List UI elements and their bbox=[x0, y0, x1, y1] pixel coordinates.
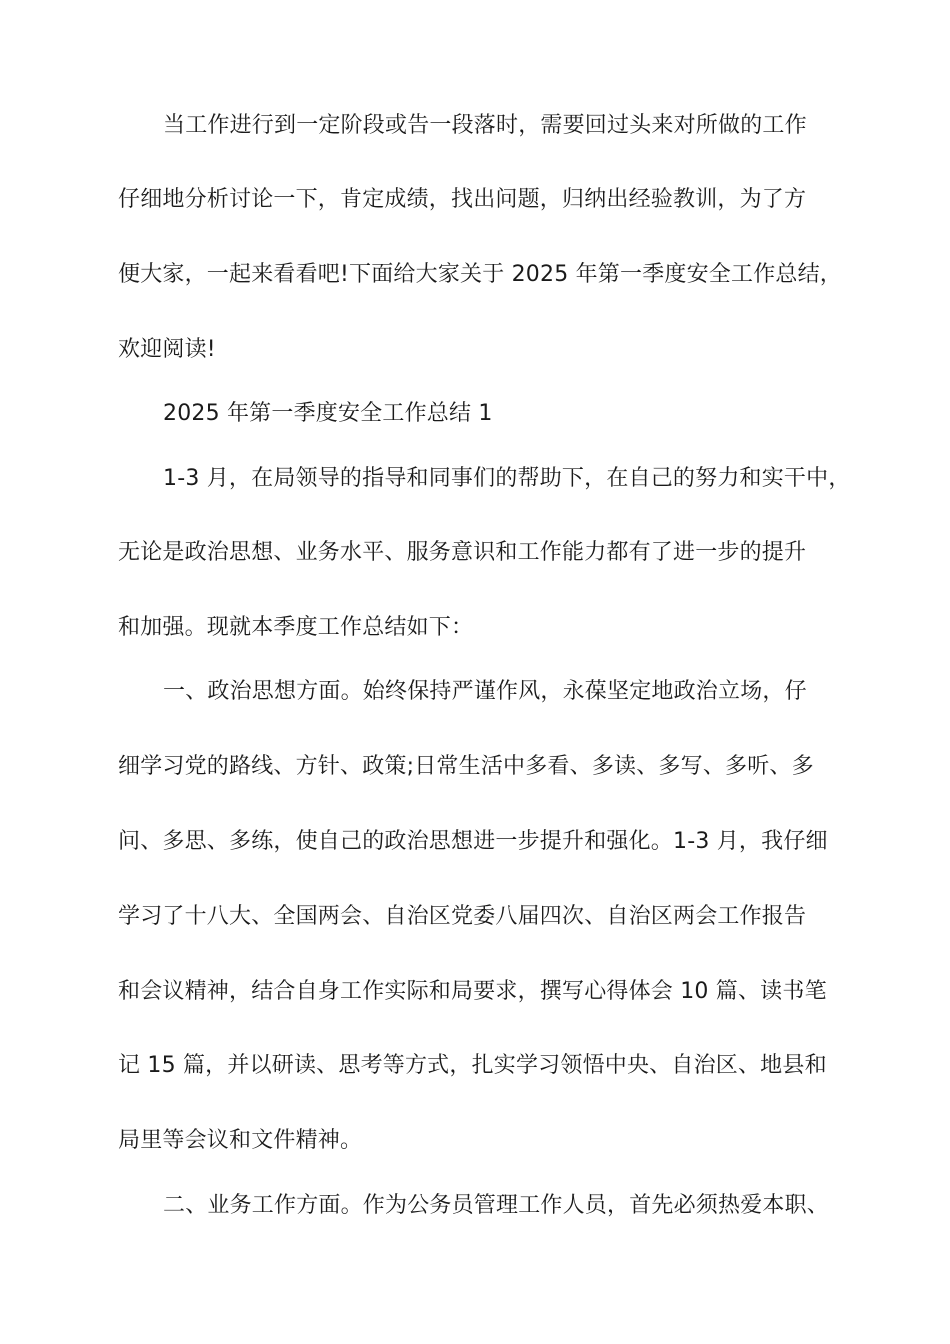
text-line: 当工作进行到一定阶段或告一段落时，需要回过头来对所做的工作 bbox=[163, 113, 807, 138]
text-line: 细学习党的路线、方针、政策;日常生活中多看、多读、多写、多听、多 bbox=[118, 754, 814, 779]
text-line: 记 15 篇，并以研读、思考等方式，扎实学习领悟中央、自治区、地县和 bbox=[118, 1053, 827, 1078]
text-line: 问、多思、多练，使自己的政治思想进一步提升和强化。1-3 月，我仔细 bbox=[118, 829, 828, 854]
text-line: 一、政治思想方面。始终保持严谨作风，永葆坚定地政治立场，仔 bbox=[163, 679, 807, 704]
text-line: 二、业务工作方面。作为公务员管理工作人员，首先必须热爱本职、 bbox=[163, 1193, 830, 1218]
text-line: 无论是政治思想、业务水平、服务意识和工作能力都有了进一步的提升 bbox=[118, 540, 807, 565]
text-line: 局里等会议和文件精神。 bbox=[118, 1128, 363, 1153]
text-line: 和会议精神，结合自身工作实际和局要求，撰写心得体会 10 篇、读书笔 bbox=[118, 979, 827, 1004]
text-line: 仔细地分析讨论一下，肯定成绩，找出问题，归纳出经验教训，为了方 bbox=[118, 187, 807, 212]
text-line: 学习了十八大、全国两会、自治区党委八届四次、自治区两会工作报告 bbox=[118, 904, 807, 929]
text-line: 欢迎阅读! bbox=[118, 337, 216, 362]
text-line: 便大家，一起来看看吧!下面给大家关于 2025 年第一季度安全工作总结， bbox=[118, 262, 842, 287]
text-line: 1-3 月，在局领导的指导和同事们的帮助下，在自己的努力和实干中， bbox=[163, 466, 851, 491]
section-heading: 2025 年第一季度安全工作总结 1 bbox=[163, 401, 493, 426]
text-line: 和加强。现就本季度工作总结如下： bbox=[118, 615, 474, 640]
